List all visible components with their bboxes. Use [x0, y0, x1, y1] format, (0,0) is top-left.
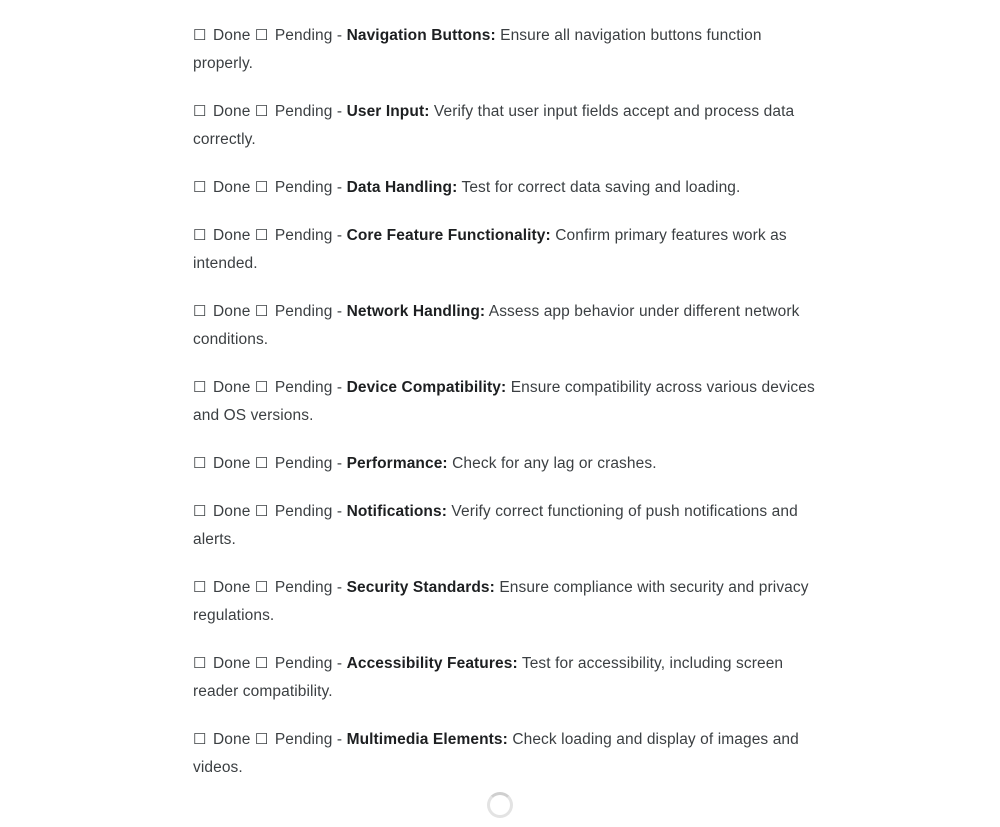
separator: - [336, 655, 343, 672]
list-item [193, 98, 818, 154]
checkbox-done-icon[interactable]: ☐ [193, 655, 207, 672]
done-label: Done [212, 379, 251, 396]
item-description: Assess app behavior under different network conditions. [193, 303, 800, 348]
separator: - [336, 27, 343, 44]
separator: - [336, 503, 343, 520]
item-title: Data Handling: [346, 179, 458, 196]
done-label: Done [212, 455, 251, 472]
item-title: Accessibility Features: [346, 655, 518, 672]
item-description: Verify that user input fields accept and process data correctly. [193, 103, 795, 148]
checkbox-pending-icon[interactable]: ☐ [254, 227, 269, 244]
item-description: Check loading and display of images and videos. [193, 731, 799, 776]
done-label: Done [212, 503, 251, 520]
pending-label: Pending [274, 103, 333, 120]
checkbox-pending-icon[interactable]: ☐ [254, 731, 269, 748]
separator: - [336, 455, 343, 472]
pending-label: Pending [274, 303, 333, 320]
item-title: User Input: [346, 103, 430, 120]
checkbox-pending-icon[interactable]: ☐ [254, 503, 269, 520]
checkbox-done-icon[interactable]: ☐ [193, 103, 207, 120]
checkbox-pending-icon[interactable]: ☐ [254, 379, 269, 396]
list-item [193, 650, 818, 706]
list-item [193, 498, 818, 554]
checkbox-done-icon[interactable]: ☐ [193, 179, 207, 196]
pending-label: Pending [274, 579, 333, 596]
loading-spinner-icon [487, 792, 513, 818]
item-description: Ensure compliance with security and privacy regulations. [193, 579, 809, 624]
checkbox-done-icon[interactable]: ☐ [193, 379, 207, 396]
separator: - [336, 303, 343, 320]
checkbox-pending-icon[interactable]: ☐ [254, 103, 269, 120]
checkbox-done-icon[interactable]: ☐ [193, 455, 207, 472]
done-label: Done [212, 303, 251, 320]
checkbox-pending-icon[interactable]: ☐ [254, 179, 269, 196]
checkbox-pending-icon[interactable]: ☐ [254, 455, 269, 472]
checkbox-done-icon[interactable]: ☐ [193, 27, 207, 44]
item-description: Confirm primary features work as intended. [193, 227, 787, 272]
item-title: Network Handling: [346, 303, 486, 320]
done-label: Done [212, 655, 251, 672]
checkbox-pending-icon[interactable]: ☐ [254, 27, 269, 44]
separator: - [336, 379, 343, 396]
list-item [193, 726, 818, 782]
done-label: Done [212, 579, 251, 596]
loading-indicator-container [0, 792, 1000, 827]
list-item [193, 222, 818, 278]
checkbox-done-icon[interactable]: ☐ [193, 579, 207, 596]
item-title: Core Feature Functionality: [346, 227, 551, 244]
pending-label: Pending [274, 655, 333, 672]
checklist [193, 22, 818, 782]
checkbox-done-icon[interactable]: ☐ [193, 303, 207, 320]
checkbox-pending-icon[interactable]: ☐ [254, 303, 269, 320]
list-item [193, 174, 818, 202]
done-label: Done [212, 103, 251, 120]
item-description: Test for correct data saving and loading. [461, 179, 741, 196]
checkbox-pending-icon[interactable]: ☐ [254, 579, 269, 596]
list-item [193, 22, 818, 78]
item-description: Test for accessibility, including screen reader compatibility. [193, 655, 784, 700]
item-description: Ensure compatibility across various devices and OS versions. [193, 379, 815, 424]
separator: - [336, 179, 343, 196]
list-item [193, 450, 818, 478]
item-title: Device Compatibility: [346, 379, 507, 396]
checkbox-done-icon[interactable]: ☐ [193, 503, 207, 520]
item-description: Verify correct functioning of push notifications and alerts. [193, 503, 798, 548]
item-title: Performance: [346, 455, 448, 472]
list-item [193, 574, 818, 630]
pending-label: Pending [274, 731, 333, 748]
item-description: Ensure all navigation buttons function properly. [193, 27, 762, 72]
separator: - [336, 731, 343, 748]
item-title: Security Standards: [346, 579, 495, 596]
item-description: Check for any lag or crashes. [452, 455, 657, 472]
item-title: Navigation Buttons: [346, 27, 496, 44]
pending-label: Pending [274, 455, 333, 472]
pending-label: Pending [274, 27, 333, 44]
checkbox-pending-icon[interactable]: ☐ [254, 655, 269, 672]
done-label: Done [212, 227, 251, 244]
separator: - [336, 579, 343, 596]
done-label: Done [212, 27, 251, 44]
checkbox-done-icon[interactable]: ☐ [193, 227, 207, 244]
list-item [193, 374, 818, 430]
pending-label: Pending [274, 379, 333, 396]
separator: - [336, 227, 343, 244]
item-title: Multimedia Elements: [346, 731, 508, 748]
item-title: Notifications: [346, 503, 447, 520]
done-label: Done [212, 179, 251, 196]
separator: - [336, 103, 343, 120]
done-label: Done [212, 731, 251, 748]
pending-label: Pending [274, 179, 333, 196]
pending-label: Pending [274, 503, 333, 520]
checkbox-done-icon[interactable]: ☐ [193, 731, 207, 748]
pending-label: Pending [274, 227, 333, 244]
list-item [193, 298, 818, 354]
